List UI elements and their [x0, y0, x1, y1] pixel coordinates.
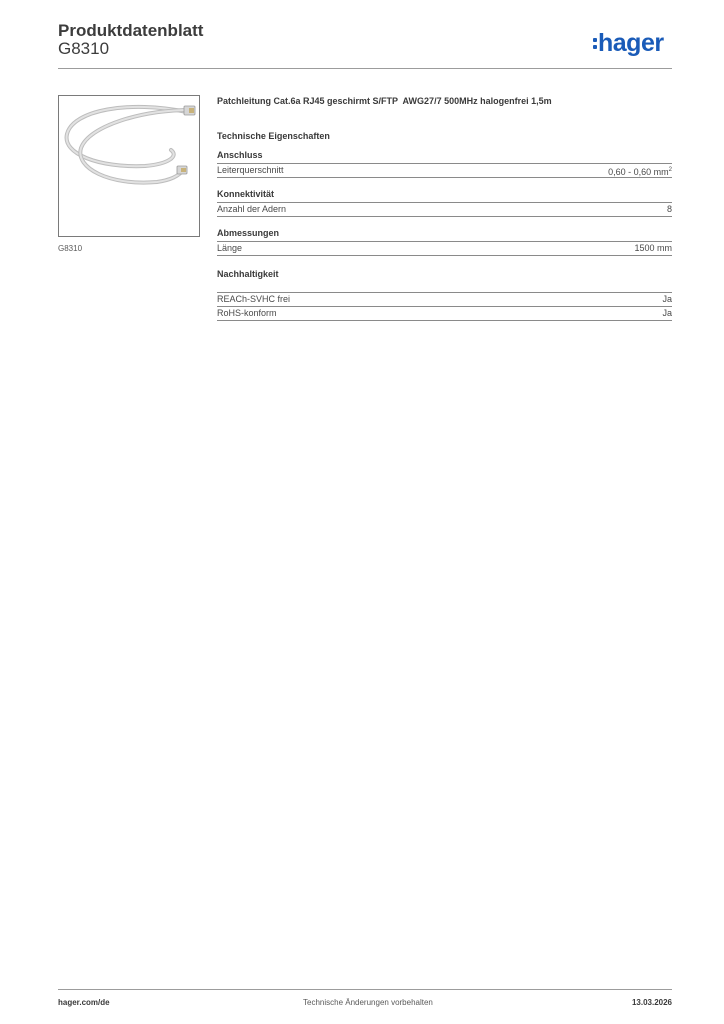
spec-value: 8 — [666, 204, 672, 214]
spec-row — [217, 164, 672, 178]
hager-logo[interactable] — [593, 28, 664, 58]
spec-label: Anzahl der Adern — [217, 204, 287, 214]
product-code: G8310 — [58, 39, 110, 58]
header-divider — [58, 68, 672, 69]
spec-row — [217, 293, 672, 307]
spec-row — [217, 242, 672, 256]
image-caption: G8310 — [58, 244, 83, 253]
footer-website-link[interactable]: hager.com/de — [58, 998, 110, 1007]
spec-label: Leiterquerschnitt — [217, 165, 284, 175]
group-title-nachhaltigkeit: Nachhaltigkeit — [217, 269, 279, 279]
spec-row — [217, 203, 672, 217]
spec-value: Ja — [662, 308, 672, 318]
footer-divider — [58, 989, 672, 990]
spec-row — [217, 307, 672, 321]
spec-content — [217, 96, 672, 321]
group-title-konnektivitaet: Konnektivität — [217, 189, 672, 203]
logo-text: hager — [598, 28, 664, 57]
footer-notice: Technische Änderungen vorbehalten — [303, 998, 433, 1007]
logo-dots-icon — [593, 38, 597, 49]
product-image — [58, 95, 200, 237]
product-description: Patchleitung Cat.6a RJ45 geschirmt S/FTP AWG27/7 500MHz halogenfrei 1,5m — [217, 96, 552, 106]
group-title-anschluss: Anschluss — [217, 150, 672, 164]
spec-label: RoHS-konform — [217, 308, 277, 318]
spec-label: Länge — [217, 243, 243, 253]
spec-label: REACh-SVHC frei — [217, 294, 291, 304]
patch-cable-icon — [59, 96, 199, 236]
spec-value: 1500 mm — [634, 243, 672, 253]
spec-value: 0,60 - 0,60 $mm^2$ — [608, 167, 672, 177]
spec-value: Ja — [662, 294, 672, 304]
document-title: Produktdatenblatt — [58, 21, 204, 40]
group-title-abmessungen: Abmessungen — [217, 228, 672, 242]
section-title: Technische Eigenschaften — [217, 131, 330, 141]
footer-date: 13.03.2026 — [631, 998, 672, 1007]
